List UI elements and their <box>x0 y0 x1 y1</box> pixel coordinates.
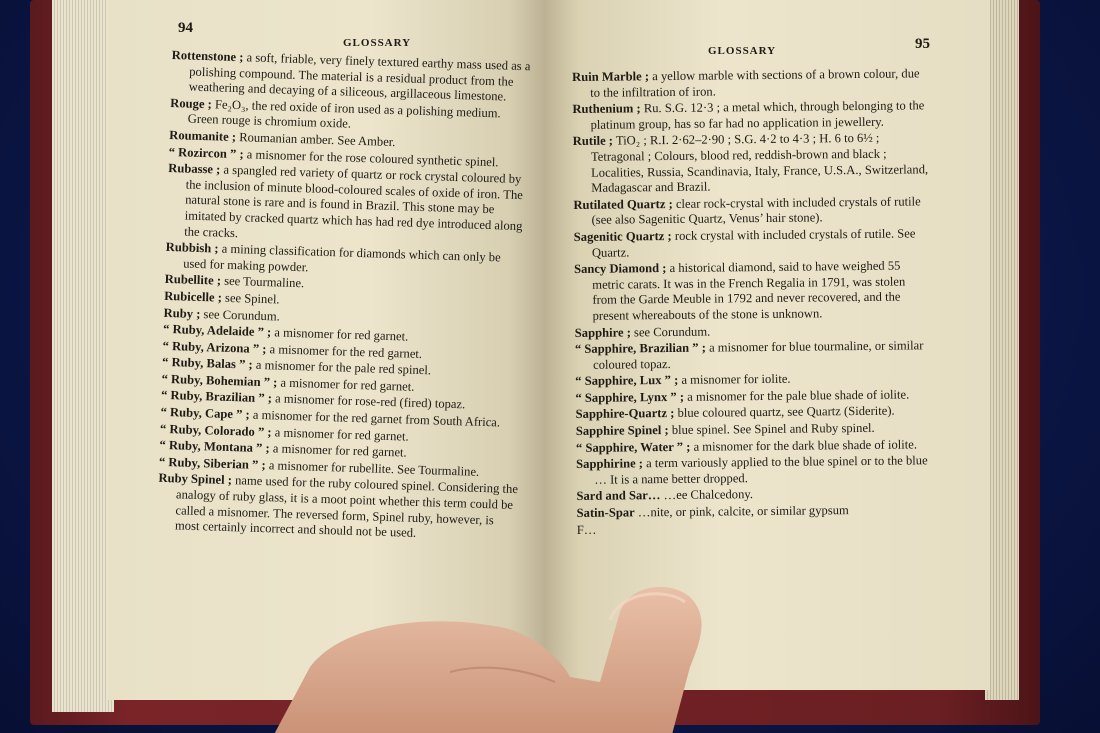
glossary-term: “ Ruby, Cape ” ; <box>160 404 250 422</box>
glossary-definition: a misnomer for red garnet. <box>271 424 409 444</box>
glossary-term: Rottenstone ; <box>171 48 244 65</box>
glossary-definition: a misnomer for blue tourmaline, or similar coloured topaz. <box>593 338 924 372</box>
glossary-term: Rubicelle ; <box>163 288 223 305</box>
glossary-entry <box>574 226 932 261</box>
glossary-definition: Fe₂O₃, the red oxide of iron used as a polishing medium. Green rouge is chromium oxide. <box>187 97 501 132</box>
glossary-term: Rutilated Quartz ; <box>573 196 673 212</box>
glossary-term: Ruby ; <box>163 305 201 321</box>
left-page-number: 94 <box>178 20 193 36</box>
glossary-entry <box>574 258 933 324</box>
glossary-definition: see Corundum. <box>200 306 281 324</box>
glossary-entry <box>573 131 932 197</box>
glossary-definition: a misnomer for the pale blue shade of iolite. <box>683 387 910 404</box>
glossary-term: “ Ruby, Arizona ” ; <box>162 338 267 356</box>
glossary-entry <box>575 338 933 373</box>
glossary-definition: a term variously applied to the blue spinel or to the blue … It is a name better dropped. <box>594 453 928 487</box>
glossary-definition: blue coloured quartz, see Quartz (Siderite). <box>674 404 895 421</box>
right-page-edges <box>985 0 1019 700</box>
glossary-definition: rock crystal with included crystals of rutile. See Quartz. <box>591 226 916 260</box>
glossary-entry <box>572 98 930 133</box>
glossary-term: “ Sapphire, Brazilian ” ; <box>574 340 706 357</box>
glossary-entry <box>157 471 519 545</box>
glossary-definition: a mining classification for diamonds which can only be used for making powder. <box>183 241 501 275</box>
glossary-term: “ Sapphire, Lynx ” ; <box>575 389 685 405</box>
glossary-entry <box>577 519 935 538</box>
glossary-definition: a misnomer for the rose coloured synthetic spinel. <box>243 146 499 169</box>
glossary-entry <box>576 453 934 488</box>
glossary-term: Ruin Marble ; <box>572 69 650 84</box>
glossary-definition: see Tourmaline. <box>220 273 305 291</box>
glossary-term: “ Sapphire, Water ” ; <box>575 439 691 455</box>
glossary-definition: clear rock-crystal with included crystals of rutile (see also Sagenitic Quartz, Venus’ hair stone). <box>591 194 921 228</box>
glossary-term: Rubellite ; <box>164 272 222 288</box>
glossary-definition: a misnomer for red garnet. <box>277 375 415 394</box>
glossary-term: Sagenitic Quartz ; <box>573 228 672 244</box>
glossary-definition: a misnomer for the red garnet from South Africa. <box>249 407 501 430</box>
glossary-definition: a misnomer for rose-red (fired) topaz. <box>271 391 466 412</box>
glossary-definition: …ee Chalcedony. <box>660 487 754 503</box>
left-running-head: GLOSSARY <box>343 37 412 49</box>
glossary-definition: a historical diamond, said to have weighed 55 metric carats. It was in the French Regalia in 1791, was stolen from the Garde Meuble in 1792 and never recovered, and the present whereabouts of the stone is unknown. <box>592 258 906 323</box>
right-page-text <box>572 66 935 539</box>
glossary-term: “ Sapphire, Lux ” ; <box>575 373 679 389</box>
left-page-text <box>157 48 532 546</box>
glossary-term: “ Ruby, Siberian ” ; <box>158 454 266 472</box>
glossary-entry <box>572 66 930 101</box>
glossary-definition: see Spinel. <box>221 290 280 307</box>
glossary-definition: a misnomer for the red garnet. <box>266 341 423 361</box>
glossary-term: Sard and Sar… <box>576 488 661 504</box>
glossary-term: Rubbish ; <box>165 240 219 256</box>
glossary-term: Sapphirine ; <box>576 456 644 472</box>
right-running-head: GLOSSARY <box>708 45 777 57</box>
glossary-term: Ruby Spinel ; <box>158 471 233 488</box>
glossary-definition: a misnomer for red garnet. <box>271 325 409 344</box>
glossary-term: Rubasse ; <box>168 161 221 177</box>
glossary-term: Sapphire Spinel ; <box>575 423 669 439</box>
glossary-definition: a misnomer for iolite. <box>678 372 791 388</box>
glossary-definition: a misnomer for the dark blue shade of iolite. <box>690 437 918 454</box>
glossary-entry <box>573 194 931 229</box>
glossary-term: “ Rozircon ” ; <box>168 144 244 161</box>
glossary-definition: a yellow marble with sections of a brown colour, due to the infiltration of iron. <box>590 66 920 100</box>
glossary-definition: a misnomer for the pale red spinel. <box>252 357 432 378</box>
glossary-definition: see Corundum. <box>630 324 711 339</box>
glossary-term: Satin-Spar <box>576 505 635 521</box>
glossary-term: Ruthenium ; <box>572 101 641 117</box>
glossary-term: “ Ruby, Adelaide ” ; <box>162 321 272 340</box>
glossary-definition: …nite, or pink, calcite, or similar gypsum <box>634 503 849 520</box>
glossary-definition: name used for the ruby coloured spinel. Considering the analogy of ruby glass, it is a moot point whether this term could be called a misnomer. The reversed form, Spinel ruby, however, is most certainly incorrect and should not be used. <box>174 473 519 541</box>
right-page-number: 95 <box>915 36 930 52</box>
glossary-definition: a spangled red variety of quartz or rock crystal coloured by the inclusion of minute blood-coloured scales of oxide of iron. The natural stone is rare and is found in Brazil. This stone may be imitated by cracked quartz which has had red dye introduced along the cracks. <box>184 162 524 240</box>
glossary-term: “ Ruby, Montana ” ; <box>159 438 270 456</box>
glossary-term: Sapphire ; <box>574 324 631 340</box>
left-page-edges <box>52 0 114 712</box>
glossary-definition: F… <box>576 522 597 537</box>
glossary-term: Roumanite ; <box>169 127 237 145</box>
glossary-term: Rouge ; <box>170 95 213 112</box>
glossary-term: Sapphire-Quartz ; <box>575 406 675 422</box>
glossary-term: “ Ruby, Bohemian ” ; <box>161 371 278 390</box>
glossary-definition: Ru. S.G. 12·3 ; a metal which, through belonging to the platinum group, has so far had no application in jewellery. <box>590 98 925 132</box>
glossary-definition: blue spinel. See Spinel and Ruby spinel. <box>668 420 875 438</box>
glossary-definition: a misnomer for red garnet. <box>269 441 407 460</box>
glossary-term: “ Ruby, Brazilian ” ; <box>160 388 273 406</box>
glossary-term: Sancy Diamond ; <box>574 261 667 277</box>
glossary-entry <box>166 161 528 250</box>
hand-holding-page <box>270 572 740 733</box>
glossary-term: Rutile ; <box>572 133 614 149</box>
glossary-definition: a misnomer for rubellite. See Tourmaline. <box>265 457 480 479</box>
glossary-definition: a soft, friable, very finely textured earthy mass used as a polishing compound. The material is a residual product from the weathering and decaying of a siliceous, argillaceous limestone. <box>188 50 531 104</box>
glossary-term: “ Ruby, Balas ” ; <box>161 355 253 372</box>
glossary-term: “ Ruby, Colorado ” ; <box>159 421 272 439</box>
glossary-definition: Roumanian amber. See Amber. <box>235 130 396 150</box>
glossary-definition: TiO₂ ; R.I. 2·62–2·90 ; S.G. 4·2 to 4·3 ; H. 6 to 6½ ; Tetragonal ; Colours, blood red, reddish-brown and black ; Localities, Russia, Scandinavia, Italy, France, U.S.A., Switzerland, Madagascar and Brazil. <box>590 131 929 195</box>
